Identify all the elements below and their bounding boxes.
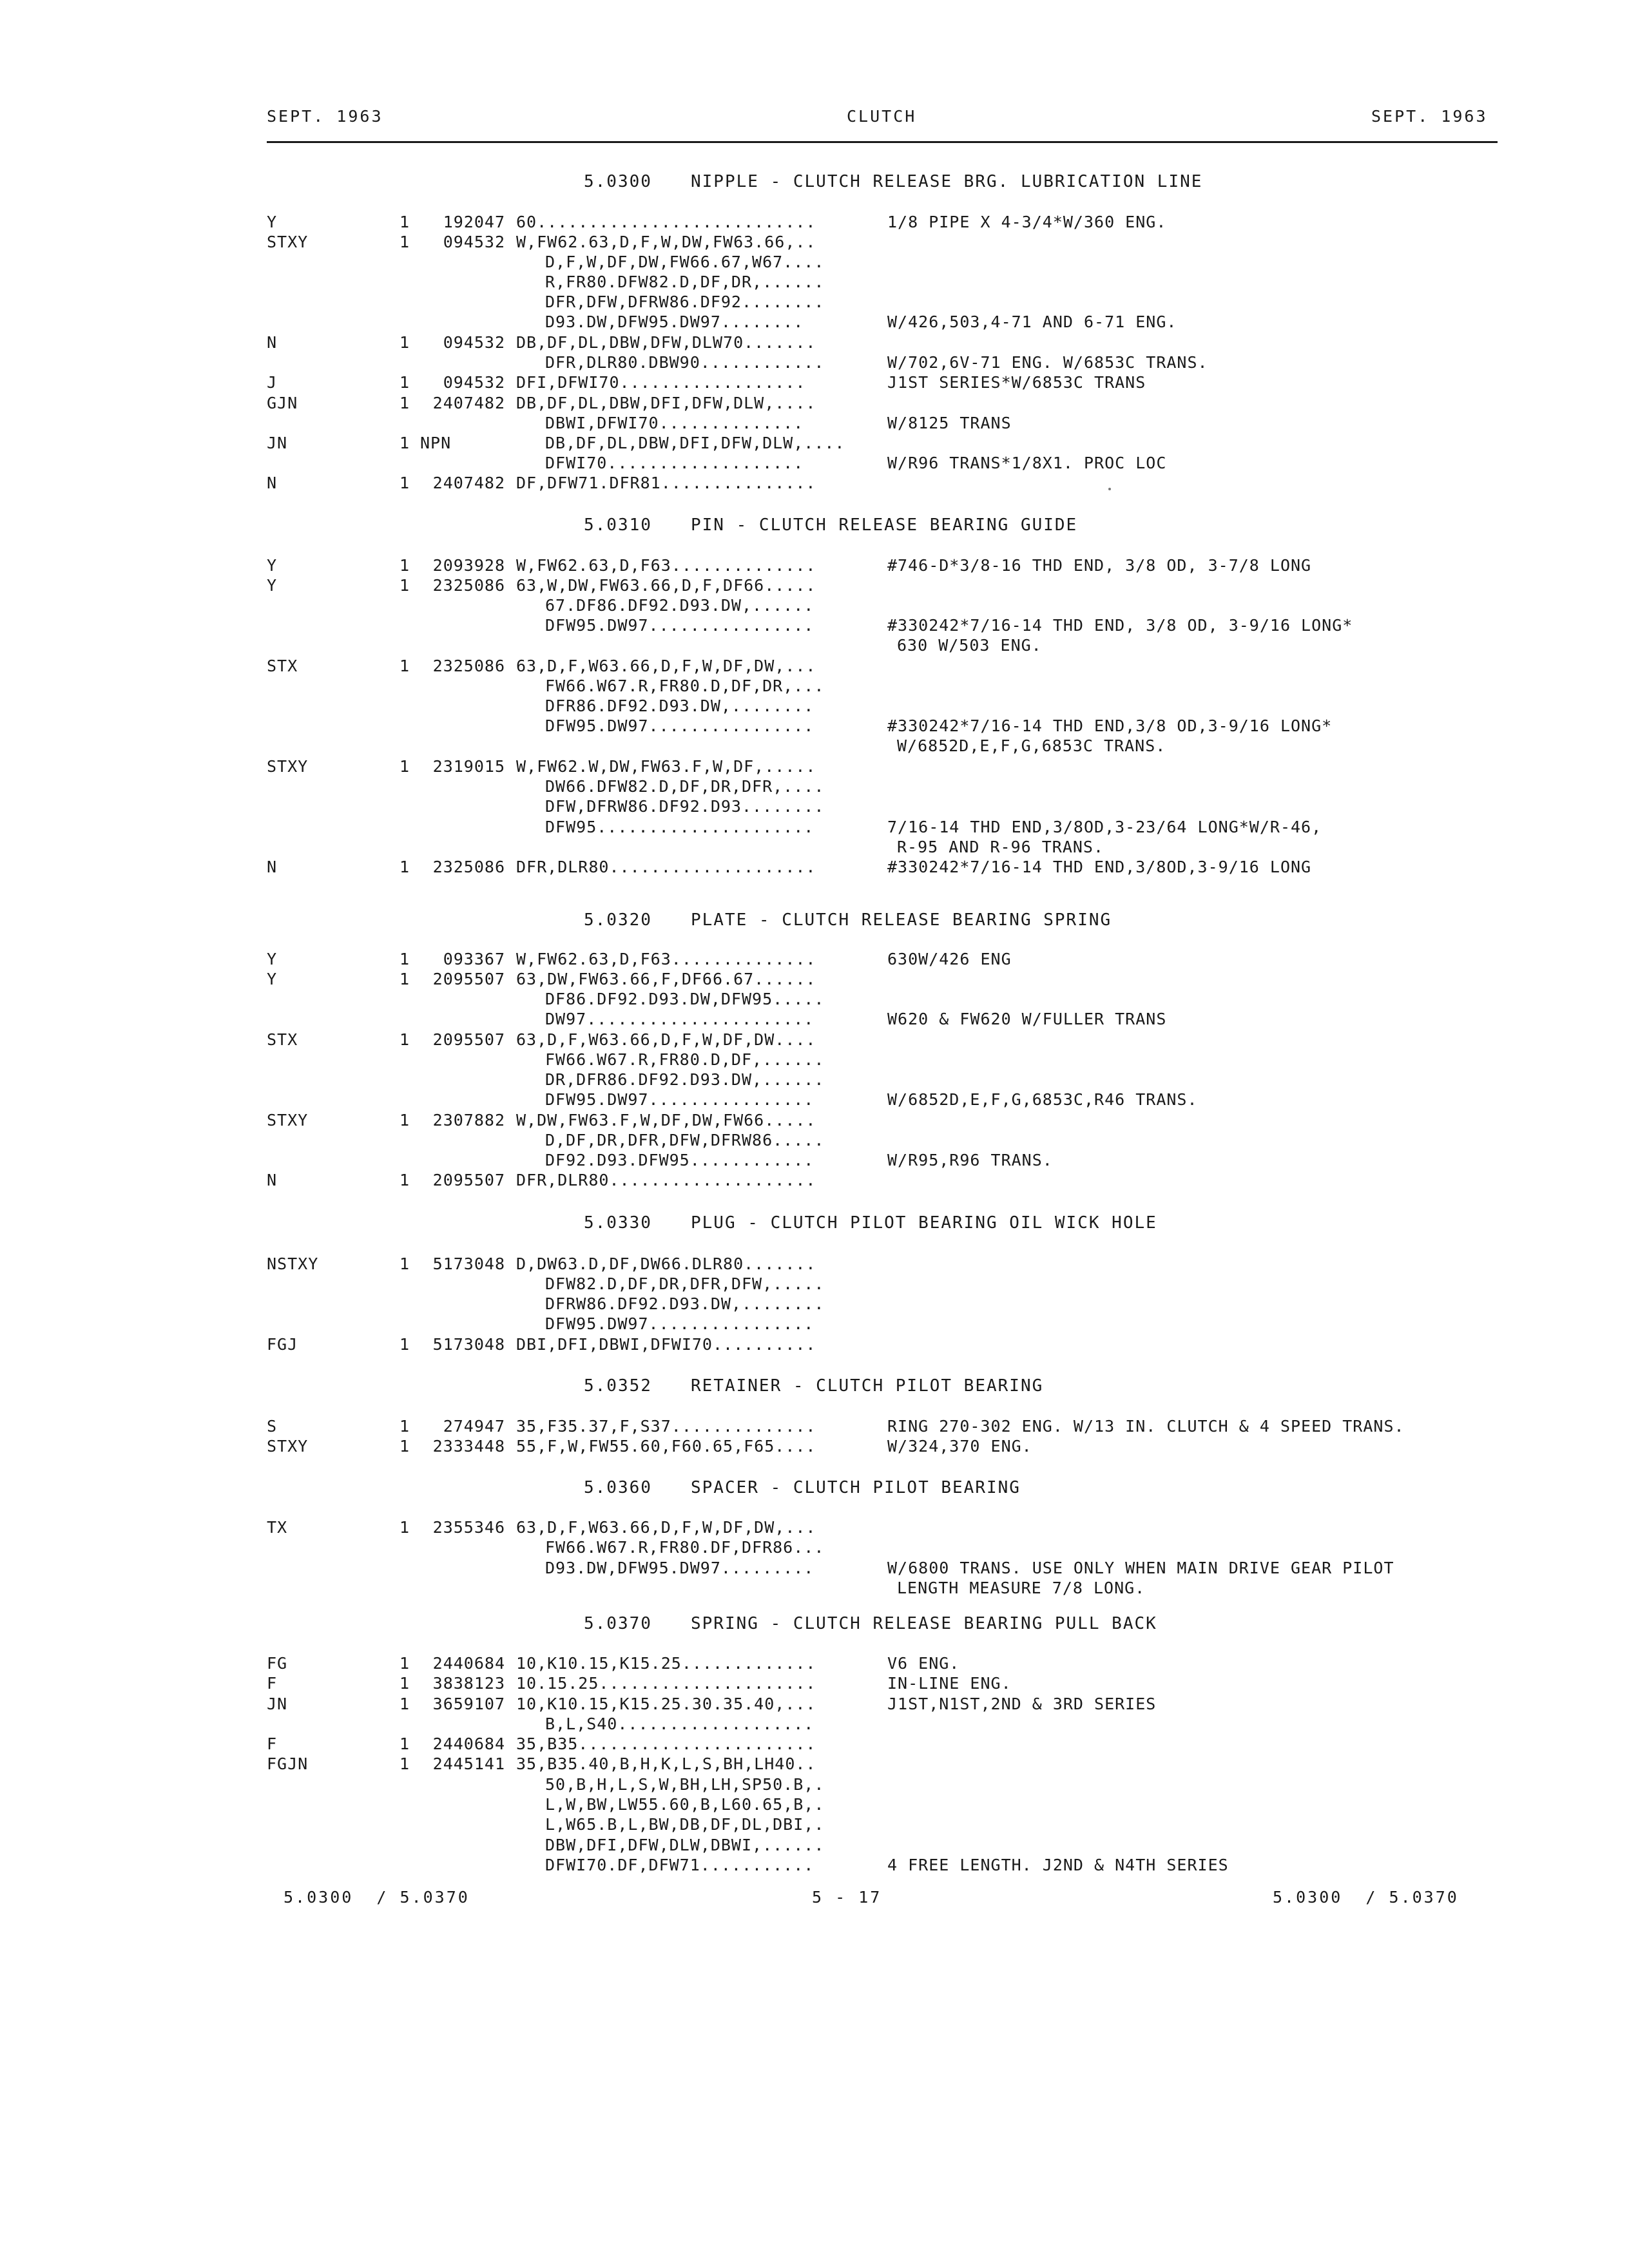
remarks: #330242*7/16-14 THD END,3/8 OD,3-9/16 LONG* xyxy=(887,716,1333,735)
quantity: 1 xyxy=(400,373,410,392)
remarks: R-95 AND R-96 TRANS. xyxy=(897,838,1104,856)
section-number: 5.0300 xyxy=(584,172,652,191)
model-applicability: DFR,DLR80.DBW90............ xyxy=(545,353,825,372)
vehicle-code: Y xyxy=(267,576,278,595)
vehicle-code: Y xyxy=(267,950,278,968)
remarks: LENGTH MEASURE 7/8 LONG. xyxy=(897,1579,1146,1597)
part-number: 2325086 xyxy=(432,858,505,876)
section-number: 5.0320 xyxy=(584,910,652,930)
header-title: CLUTCH xyxy=(847,107,917,126)
model-applicability: DW66.DFW82.D,DF,DR,DFR,.... xyxy=(545,777,825,796)
remarks: J1ST,N1ST,2ND & 3RD SERIES xyxy=(887,1695,1157,1713)
speck-mark xyxy=(1108,488,1111,490)
header-date-left: SEPT. 1963 xyxy=(267,107,383,126)
model-applicability: D,F,W,DF,DW,FW66.67,W67.... xyxy=(545,253,825,271)
remarks: RING 270-302 ENG. W/13 IN. CLUTCH & 4 SPEED TRANS. xyxy=(887,1417,1405,1436)
vehicle-code: STXY xyxy=(267,1111,309,1129)
part-number: 094532 xyxy=(443,333,505,352)
part-number: 2333448 xyxy=(432,1437,505,1456)
model-applicability: D,DF,DR,DFR,DFW,DFRW86..... xyxy=(545,1131,825,1149)
model-applicability: FW66.W67.R,FR80.DF,DFR86... xyxy=(545,1538,825,1557)
model-applicability: DFI,DFWI70.................. xyxy=(516,373,806,392)
model-applicability: 35,B35....................... xyxy=(516,1735,816,1753)
model-applicability: DFR86.DF92.D93.DW,........ xyxy=(545,697,815,715)
quantity: 1 xyxy=(400,233,410,251)
remarks: #746-D*3/8-16 THD END, 3/8 OD, 3-7/8 LONG xyxy=(887,556,1312,575)
quantity: 1 xyxy=(400,1254,410,1273)
model-applicability: DW97...................... xyxy=(545,1010,815,1028)
model-applicability: R,FR80.DFW82.D,DF,DR,...... xyxy=(545,273,825,291)
model-applicability: 63,W,DW,FW63.66,D,F,DF66..... xyxy=(516,576,816,595)
remarks: W/R95,R96 TRANS. xyxy=(887,1151,1053,1169)
part-number: 2319015 xyxy=(432,757,505,776)
vehicle-code: N xyxy=(267,1171,278,1189)
model-applicability: DF92.D93.DFW95............ xyxy=(545,1151,815,1169)
remarks: W/702,6V-71 ENG. W/6853C TRANS. xyxy=(887,353,1208,372)
vehicle-code: Y xyxy=(267,213,278,231)
model-applicability: DB,DF,DL,DBW,DFI,DFW,DLW,.... xyxy=(545,434,845,452)
part-number: 094532 xyxy=(443,373,505,392)
part-number: 2095507 xyxy=(432,1171,505,1189)
remarks: W/R96 TRANS*1/8X1. PROC LOC xyxy=(887,454,1167,472)
model-applicability: DB,DF,DL,DBW,DFI,DFW,DLW,.... xyxy=(516,394,816,412)
vehicle-code: J xyxy=(267,373,278,392)
quantity: 1 xyxy=(400,1654,410,1673)
remarks: 7/16-14 THD END,3/8OD,3-23/64 LONG*W/R-46, xyxy=(887,818,1322,836)
quantity: 1 xyxy=(400,556,410,575)
model-applicability: 35,F35.37,F,S37.............. xyxy=(516,1417,816,1436)
section-title: SPRING - CLUTCH RELEASE BEARING PULL BACK xyxy=(691,1614,1157,1633)
quantity: 1 xyxy=(400,1674,410,1693)
vehicle-code: STX xyxy=(267,1030,298,1049)
model-applicability: DFR,DFW,DFRW86.DF92........ xyxy=(545,293,825,311)
model-applicability: DR,DFR86.DF92.D93.DW,...... xyxy=(545,1070,825,1089)
quantity: 1 xyxy=(400,1754,410,1773)
model-applicability: W,FW62.W,DW,FW63.F,W,DF,..... xyxy=(516,757,816,776)
quantity: 1 xyxy=(400,657,410,675)
vehicle-code: FG xyxy=(267,1654,288,1673)
part-number: 3659107 xyxy=(432,1695,505,1713)
section-title: PIN - CLUTCH RELEASE BEARING GUIDE xyxy=(691,515,1078,535)
section-title: PLATE - CLUTCH RELEASE BEARING SPRING xyxy=(691,910,1112,930)
quantity: 1 xyxy=(400,1518,410,1537)
part-number: 2440684 xyxy=(432,1735,505,1753)
remarks: V6 ENG. xyxy=(887,1654,960,1673)
model-applicability: D93.DW,DFW95.DW97......... xyxy=(545,1559,815,1577)
remarks: W620 & FW620 W/FULLER TRANS xyxy=(887,1010,1167,1028)
remarks: W/324,370 ENG. xyxy=(887,1437,1032,1456)
section-number: 5.0310 xyxy=(584,515,652,535)
model-applicability: DFR,DLR80.................... xyxy=(516,1171,816,1189)
model-applicability: FW66.W67.R,FR80.D,DF,DR,... xyxy=(545,677,825,695)
model-applicability: W,DW,FW63.F,W,DF,DW,FW66..... xyxy=(516,1111,816,1129)
model-applicability: DFW95.DW97................ xyxy=(545,616,815,635)
model-applicability: FW66.W67.R,FR80.D,DF,...... xyxy=(545,1050,825,1069)
model-applicability: 55,F,W,FW55.60,F60.65,F65.... xyxy=(516,1437,816,1456)
vehicle-code: GJN xyxy=(267,394,298,412)
model-applicability: W,FW62.63,D,F63.............. xyxy=(516,950,816,968)
model-applicability: D,DW63.D,DF,DW66.DLR80....... xyxy=(516,1254,816,1273)
vehicle-code: STXY xyxy=(267,233,309,251)
remarks: W/6852D,E,F,G,6853C,R46 TRANS. xyxy=(887,1090,1198,1109)
vehicle-code: STXY xyxy=(267,1437,309,1456)
quantity: 1 xyxy=(400,950,410,968)
model-applicability: L,W65.B,L,BW,DB,DF,DL,DBI,. xyxy=(545,1815,825,1834)
part-number: 5173048 xyxy=(432,1254,505,1273)
footer-range-left: 5.0300 / 5.0370 xyxy=(284,1888,470,1907)
vehicle-code: Y xyxy=(267,970,278,988)
quantity: 1 xyxy=(400,434,410,452)
part-number: NPN xyxy=(420,434,452,452)
model-applicability: 63,D,F,W63.66,D,F,W,DF,DW,... xyxy=(516,657,816,675)
part-number: 2325086 xyxy=(432,576,505,595)
model-applicability: DF86.DF92.D93.DW,DFW95..... xyxy=(545,990,825,1008)
model-applicability: 35,B35.40,B,H,K,L,S,BH,LH40.. xyxy=(516,1754,816,1773)
remarks: 630 W/503 ENG. xyxy=(897,636,1042,655)
model-applicability: DFR,DLR80.................... xyxy=(516,858,816,876)
model-applicability: DFW95.DW97................ xyxy=(545,1314,815,1333)
remarks: #330242*7/16-14 THD END,3/8OD,3-9/16 LONG xyxy=(887,858,1312,876)
remarks: W/8125 TRANS xyxy=(887,414,1012,432)
vehicle-code: JN xyxy=(267,434,288,452)
remarks: W/426,503,4-71 AND 6-71 ENG. xyxy=(887,312,1177,331)
quantity: 1 xyxy=(400,1030,410,1049)
section-title: NIPPLE - CLUTCH RELEASE BRG. LUBRICATION LINE xyxy=(691,172,1203,191)
vehicle-code: S xyxy=(267,1417,278,1436)
model-applicability: DB,DF,DL,DBW,DFW,DLW70....... xyxy=(516,333,816,352)
quantity: 1 xyxy=(400,970,410,988)
quantity: 1 xyxy=(400,858,410,876)
vehicle-code: F xyxy=(267,1674,278,1693)
quantity: 1 xyxy=(400,1735,410,1753)
vehicle-code: FGJN xyxy=(267,1754,309,1773)
part-number: 274947 xyxy=(443,1417,505,1436)
model-applicability: W,FW62.63,D,F,W,DW,FW63.66,.. xyxy=(516,233,816,251)
model-applicability: DBWI,DFWI70.............. xyxy=(545,414,804,432)
vehicle-code: TX xyxy=(267,1518,288,1537)
part-number: 2440684 xyxy=(432,1654,505,1673)
quantity: 1 xyxy=(400,1111,410,1129)
quantity: 1 xyxy=(400,474,410,492)
model-applicability: 10.15.25..................... xyxy=(516,1674,816,1693)
quantity: 1 xyxy=(400,576,410,595)
remarks: 4 FREE LENGTH. J2ND & N4TH SERIES xyxy=(887,1856,1229,1874)
quantity: 1 xyxy=(400,1437,410,1456)
part-number: 2445141 xyxy=(432,1754,505,1773)
remarks: 1/8 PIPE X 4-3/4*W/360 ENG. xyxy=(887,213,1167,231)
quantity: 1 xyxy=(400,213,410,231)
model-applicability: DF,DFW71.DFR81............... xyxy=(516,474,816,492)
footer-page-number: 5 - 17 xyxy=(812,1888,882,1907)
quantity: 1 xyxy=(400,1695,410,1713)
model-applicability: DFW95..................... xyxy=(545,818,815,836)
part-number: 2325086 xyxy=(432,657,505,675)
part-number: 094532 xyxy=(443,233,505,251)
model-applicability: 10,K10.15,K15.25............. xyxy=(516,1654,816,1673)
quantity: 1 xyxy=(400,1171,410,1189)
vehicle-code: N xyxy=(267,333,278,352)
part-number: 2407482 xyxy=(432,394,505,412)
model-applicability: DFW95.DW97................ xyxy=(545,716,815,735)
model-applicability: B,L,S40................... xyxy=(545,1715,815,1733)
part-number: 2355346 xyxy=(432,1518,505,1537)
section-number: 5.0330 xyxy=(584,1213,652,1233)
part-number: 192047 xyxy=(443,213,505,231)
model-applicability: 63,D,F,W63.66,D,F,W,DF,DW,... xyxy=(516,1518,816,1537)
model-applicability: DBI,DFI,DBWI,DFWI70.......... xyxy=(516,1335,816,1354)
quantity: 1 xyxy=(400,333,410,352)
model-applicability: 63,D,F,W63.66,D,F,W,DF,DW.... xyxy=(516,1030,816,1049)
vehicle-code: Y xyxy=(267,556,278,575)
section-number: 5.0352 xyxy=(584,1376,652,1396)
model-applicability: DBW,DFI,DFW,DLW,DBWI,...... xyxy=(545,1836,825,1854)
section-title: RETAINER - CLUTCH PILOT BEARING xyxy=(691,1376,1044,1396)
model-applicability: 50,B,H,L,S,W,BH,LH,SP50.B,. xyxy=(545,1775,825,1794)
model-applicability: W,FW62.63,D,F63.............. xyxy=(516,556,816,575)
model-applicability: D93.DW,DFW95.DW97........ xyxy=(545,312,804,331)
part-number: 2093928 xyxy=(432,556,505,575)
part-number: 2095507 xyxy=(432,1030,505,1049)
model-applicability: DFWI70................... xyxy=(545,454,804,472)
remarks: W/6800 TRANS. USE ONLY WHEN MAIN DRIVE GEAR PILOT xyxy=(887,1559,1394,1577)
part-number: 3838123 xyxy=(432,1674,505,1693)
quantity: 1 xyxy=(400,1335,410,1354)
remarks: IN-LINE ENG. xyxy=(887,1674,1012,1693)
section-title: PLUG - CLUTCH PILOT BEARING OIL WICK HOLE xyxy=(691,1213,1157,1233)
header-rule xyxy=(267,141,1498,143)
model-applicability: DFW82.D,DF,DR,DFR,DFW,..... xyxy=(545,1274,825,1293)
remarks: W/6852D,E,F,G,6853C TRANS. xyxy=(897,736,1166,755)
model-applicability: DFW,DFRW86.DF92.D93........ xyxy=(545,797,825,816)
part-number: 2307882 xyxy=(432,1111,505,1129)
model-applicability: 63,DW,FW63.66,F,DF66.67...... xyxy=(516,970,816,988)
model-applicability: DFRW86.DF92.D93.DW,........ xyxy=(545,1294,825,1313)
part-number: 2407482 xyxy=(432,474,505,492)
remarks: 630W/426 ENG xyxy=(887,950,1012,968)
section-number: 5.0370 xyxy=(584,1614,652,1633)
part-number: 2095507 xyxy=(432,970,505,988)
vehicle-code: JN xyxy=(267,1695,288,1713)
part-number: 093367 xyxy=(443,950,505,968)
model-applicability: 10,K10.15,K15.25.30.35.40,... xyxy=(516,1695,816,1713)
quantity: 1 xyxy=(400,394,410,412)
vehicle-code: F xyxy=(267,1735,278,1753)
header-date-right: SEPT. 1963 xyxy=(1371,107,1488,126)
remarks: J1ST SERIES*W/6853C TRANS xyxy=(887,373,1146,392)
vehicle-code: STXY xyxy=(267,757,309,776)
vehicle-code: N xyxy=(267,474,278,492)
model-applicability: DFW95.DW97................ xyxy=(545,1090,815,1109)
vehicle-code: FGJ xyxy=(267,1335,298,1354)
vehicle-code: STX xyxy=(267,657,298,675)
quantity: 1 xyxy=(400,1417,410,1436)
section-title: SPACER - CLUTCH PILOT BEARING xyxy=(691,1478,1021,1497)
footer-range-right: 5.0300 / 5.0370 xyxy=(1273,1888,1459,1907)
vehicle-code: N xyxy=(267,858,278,876)
quantity: 1 xyxy=(400,757,410,776)
model-applicability: L,W,BW,LW55.60,B,L60.65,B,. xyxy=(545,1795,825,1814)
part-number: 5173048 xyxy=(432,1335,505,1354)
section-number: 5.0360 xyxy=(584,1478,652,1497)
model-applicability: 67.DF86.DF92.D93.DW,...... xyxy=(545,596,815,615)
model-applicability: 60........................... xyxy=(516,213,816,231)
remarks: #330242*7/16-14 THD END, 3/8 OD, 3-9/16 LONG* xyxy=(887,616,1353,635)
vehicle-code: NSTXY xyxy=(267,1254,319,1273)
model-applicability: DFWI70.DF,DFW71........... xyxy=(545,1856,815,1874)
